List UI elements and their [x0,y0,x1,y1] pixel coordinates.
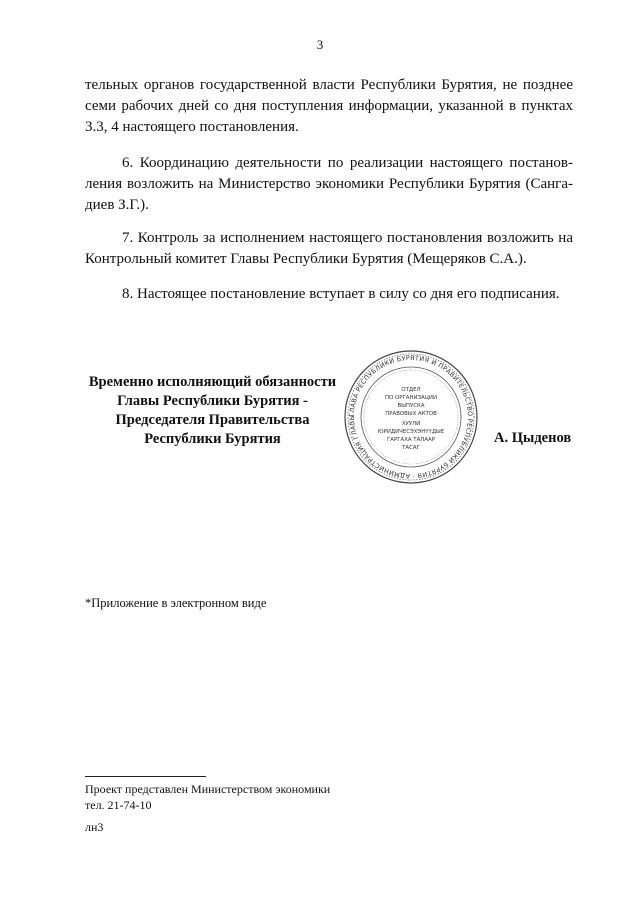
signatory-title [70,373,355,449]
seal-center-line: ОТДЕЛ [401,387,421,393]
paragraph-line: ления возложить на Министерство экономики Республики Бурятия (Санга- [85,176,573,192]
signatory-title-line: Временно исполняющий обязанности [88,374,337,390]
paragraph-line: семи рабочих дней со дня поступления информации, указанной в пунктах [85,98,573,114]
seal-center-line: ЮРИДИЧЕСЭХЭНҮҮДЫЕ [377,429,445,435]
paragraph-line: Контрольный комитет Главы Республики Бурятия (Мещеряков С.А.). [85,251,527,267]
seal-center-line: ГАРГАХА ТАЛААР [387,437,435,443]
signatory-name: А. Цыденов [494,430,572,446]
seal-center-line: ПО ОРГАНИЗАЦИИ [385,395,437,401]
paragraph-line: 3.3, 4 настоящего постановления. [85,119,299,135]
signatory-title-line: Республики Бурятия [144,431,281,447]
footer-phone-line: тел. 21-74-10 [85,798,152,812]
seal-center-line: ПРАВОВЫХ АКТОВ [385,411,437,417]
paragraph-line: тельных органов государственной власти Республики Бурятия, не позднее [85,77,573,93]
official-seal [343,349,479,485]
paragraph-continuation [85,75,573,138]
page-number: 3 [316,37,324,52]
paragraph-line: 6. Координацию деятельности по реализации настоящего постанов- [122,155,573,171]
paragraph-8 [85,284,573,305]
paragraph-7 [85,228,573,270]
footer-divider [85,776,206,777]
paragraph-line: 8. Настоящее постановление вступает в силу со дня его подписания. [122,286,560,302]
signatory-title-line: Председателя Правительства [115,412,310,428]
seal-outer-text: ГЛАВА РЕСПУБЛИКИ БУРЯТИЯ И ПРАВИТЕЛЬСТВО РЕСПУБЛИКИ БУРЯТИЯ · АДМИНИСТРАЦИЯ ГЛАВЫ [347,353,475,481]
paragraph-6 [85,153,573,216]
paragraph-line: диев З.Г.). [85,197,149,213]
seal-center-line: ХУУЛИ [401,421,421,427]
seal-center-line: ВЫПУСКА [397,403,425,409]
appendix-note: *Приложение в электронном виде [85,596,267,610]
seal-center-line: ТАСАГ [402,445,420,451]
footer-project-line: Проект представлен Министерством экономики [85,782,331,796]
paragraph-line: 7. Контроль за исполнением настоящего постановления возложить на [122,230,573,246]
signatory-title-line: Главы Республики Бурятия - [117,393,308,409]
footer-code: лн3 [85,820,104,834]
